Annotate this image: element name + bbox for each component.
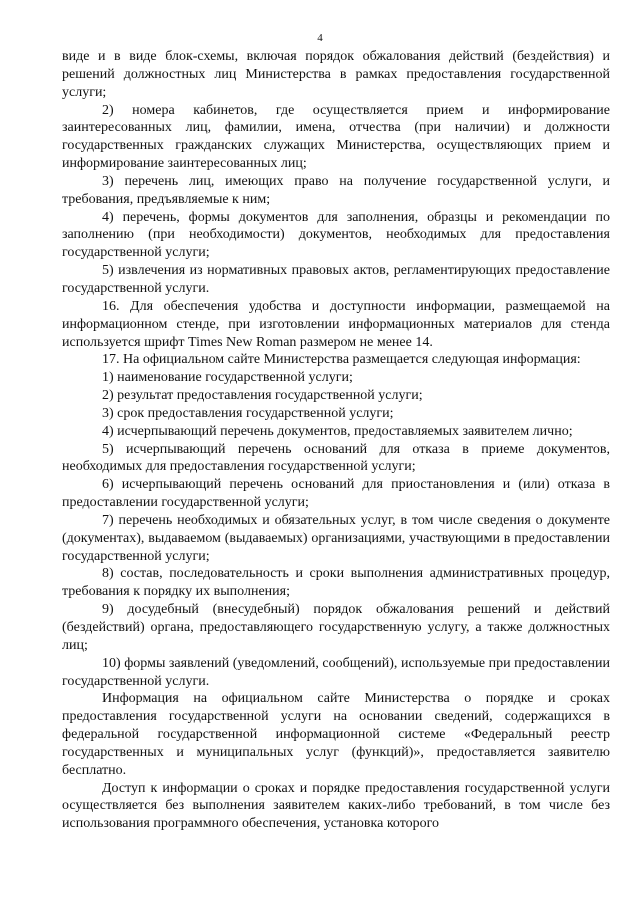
site-info-item-6: 6) исчерпывающий перечень оснований для приостановления и (или) отказа в предоставлении государственной услуги; xyxy=(62,477,610,511)
site-info-item-5: 5) исчерпывающий перечень оснований для отказа в приеме документов, необходимых для предоставления государственной услуги; xyxy=(62,441,610,475)
list-item-3: 3) перечень лиц, имеющих право на получение государственной услуги, и требования, предъявляемые к ним; xyxy=(62,173,610,207)
site-info-item-10: 10) формы заявлений (уведомлений, сообщений), используемые при предоставлении государственной услуги. xyxy=(62,655,610,689)
list-item-4: 4) перечень, формы документов для заполнения, образцы и рекомендации по заполнению (при необходимости) документов, необходимых для предоставления государственной услуги; xyxy=(62,209,610,261)
site-info-item-2: 2) результат предоставления государственной услуги; xyxy=(102,388,423,404)
site-info-item-7: 7) перечень необходимых и обязательных услуг, в том числе сведения о документе (документах), выдаваемом (выдаваемых) организациями, участвующими в предоставлении государственной услуги; xyxy=(62,512,610,564)
list-item-5: 5) извлечения из нормативных правовых актов, регламентирующих предоставление государственной услуги. xyxy=(62,263,610,296)
site-info-item-8: 8) состав, последовательность и сроки выполнения административных процедур, требования к порядку их выполнения; xyxy=(62,566,610,600)
site-info-item-4: 4) исчерпывающий перечень документов, предоставляемых заявителем лично; xyxy=(102,423,573,439)
site-info-item-1: 1) наименование государственной услуги; xyxy=(102,370,353,386)
list-item-2: 2) номера кабинетов, где осуществляется прием и информирование заинтересованных лиц, фамилии, имена, отчества (при наличии) и должности государственных гражданских служащих Министерства, осуществляющих прием и информирование заинтересованных лиц; xyxy=(62,102,610,172)
site-info-item-9: 9) досудебный (внесудебный) порядок обжалования решений и действий (бездействий) органа, предоставляющего государственную услугу, а также должностных лиц; xyxy=(62,602,610,653)
document-body xyxy=(62,48,610,833)
clause-17: 17. На официальном сайте Министерства размещается следующая информация: xyxy=(102,352,581,368)
paragraph-continuation: виде и в виде блок-схемы, включая порядок обжалования действий (бездействия) и решений должностных лиц Министерства в рамках предоставления государственной услуги; xyxy=(62,49,610,100)
site-info-item-3: 3) срок предоставления государственной услуги; xyxy=(102,405,394,421)
clause-16: 16. Для обеспечения удобства и доступности информации, размещаемой на информационном стенде, при изготовлении информационных материалов для стенда используется шрифт Times New Roman размером не менее 14. xyxy=(62,298,610,350)
paragraph-access: Доступ к информации о сроках и порядке предоставления государственной услуги осуществляется без выполнения заявителем каких-либо требований, в том числе без использования программного обеспечения, установка которого xyxy=(62,780,610,832)
paragraph-free-info: Информация на официальном сайте Министерства о порядке и сроках предоставления государственной услуги на основании сведений, содержащихся в федеральной государственной информационной системе «Федеральный реестр государственных и муниципальных услуг (функций)», предоставляется заявителю бесплатно. xyxy=(62,691,610,778)
page-number: 4 xyxy=(317,32,323,44)
